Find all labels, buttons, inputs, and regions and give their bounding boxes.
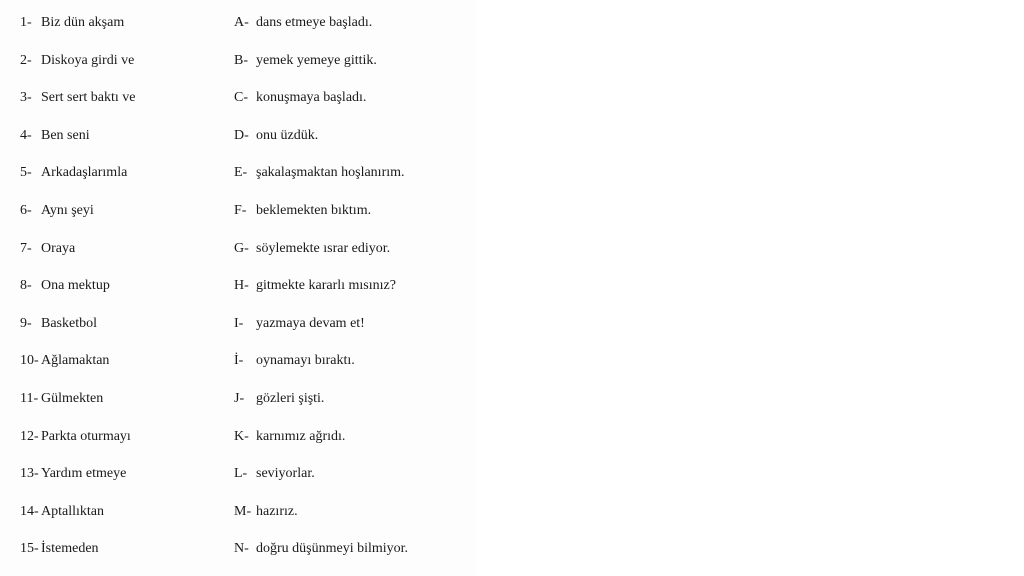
list-item [0,493,476,531]
item-number: 6- [20,202,32,218]
sentence-start: Sert sert baktı ve [41,90,136,106]
item-number: 2- [20,52,32,68]
sentence-start: Basketbol [41,315,97,331]
sentence-ending: onu üzdük. [256,127,319,143]
sentence-start: Oraya [41,240,76,256]
list-item [0,455,476,493]
option-letter: F- [234,202,247,218]
item-number: 7- [20,240,32,256]
option-letter: L- [234,466,248,482]
sentence-start: Ağlamaktan [41,353,110,369]
list-item [0,267,476,305]
sentence-start: İstemeden [41,541,99,557]
sentence-ending: konuşmaya başladı. [256,90,367,106]
sentence-ending: gitmekte kararlı mısınız? [256,278,396,294]
item-number: 13- [20,466,39,482]
sentence-ending: seviyorlar. [256,466,315,482]
sentence-start: Ben seni [41,127,90,143]
list-item [0,192,476,230]
option-letter: E- [234,165,248,181]
sentence-start: Ona mektup [41,278,110,294]
option-letter: D- [234,127,249,143]
sentence-start: Gülmekten [41,390,104,406]
matching-list [0,4,476,568]
sentence-start: Yardım etmeye [41,466,127,482]
sentence-ending: yemek yemeye gittik. [256,52,377,68]
option-letter: H- [234,278,249,294]
list-item [0,4,476,42]
item-number: 15- [20,541,39,557]
sentence-start: Aynı şeyi [41,202,94,218]
option-letter: I- [234,315,244,331]
item-number: 3- [20,90,32,106]
list-item [0,380,476,418]
list-item [0,154,476,192]
item-number: 14- [20,503,39,519]
item-number: 5- [20,165,32,181]
list-item [0,530,476,568]
option-letter: B- [234,52,248,68]
item-number: 1- [20,15,32,30]
sentence-ending: oynamayı bıraktı. [256,353,355,369]
sentence-start: Aptallıktan [41,503,104,519]
option-letter: A- [234,15,249,30]
sentence-start: Diskoya girdi ve [41,52,135,68]
list-item [0,42,476,80]
worksheet [0,0,476,576]
sentence-ending: yazmaya devam et! [256,315,365,331]
sentence-ending: doğru düşünmeyi bilmiyor. [256,541,409,557]
option-letter: K- [234,428,249,444]
sentence-ending: dans etmeye başladı. [256,15,373,30]
option-letter: G- [234,240,249,256]
option-letter: M- [234,503,252,519]
item-number: 9- [20,315,32,331]
list-item [0,342,476,380]
list-item [0,418,476,456]
item-number: 11- [20,390,39,406]
option-letter: N- [234,541,249,557]
sentence-ending: gözleri şişti. [256,390,325,406]
sentence-ending: şakalaşmaktan hoşlanırım. [256,165,405,181]
list-item [0,117,476,155]
item-number: 8- [20,278,32,294]
list-item [0,79,476,117]
list-item [0,230,476,268]
sentence-ending: hazırız. [256,503,298,519]
sentence-start: Arkadaşlarımla [41,165,128,181]
item-number: 10- [20,353,39,369]
sentence-start: Parkta oturmayı [41,428,131,444]
sentence-start: Biz dün akşam [41,15,125,30]
option-letter: J- [234,390,245,406]
item-number: 4- [20,127,32,143]
option-letter: İ- [234,353,244,369]
item-number: 12- [20,428,39,444]
sentence-ending: beklemekten bıktım. [256,202,372,218]
sentence-ending: karnımız ağrıdı. [256,428,346,444]
list-item [0,305,476,343]
option-letter: C- [234,90,248,106]
sentence-ending: söylemekte ısrar ediyor. [256,240,391,256]
